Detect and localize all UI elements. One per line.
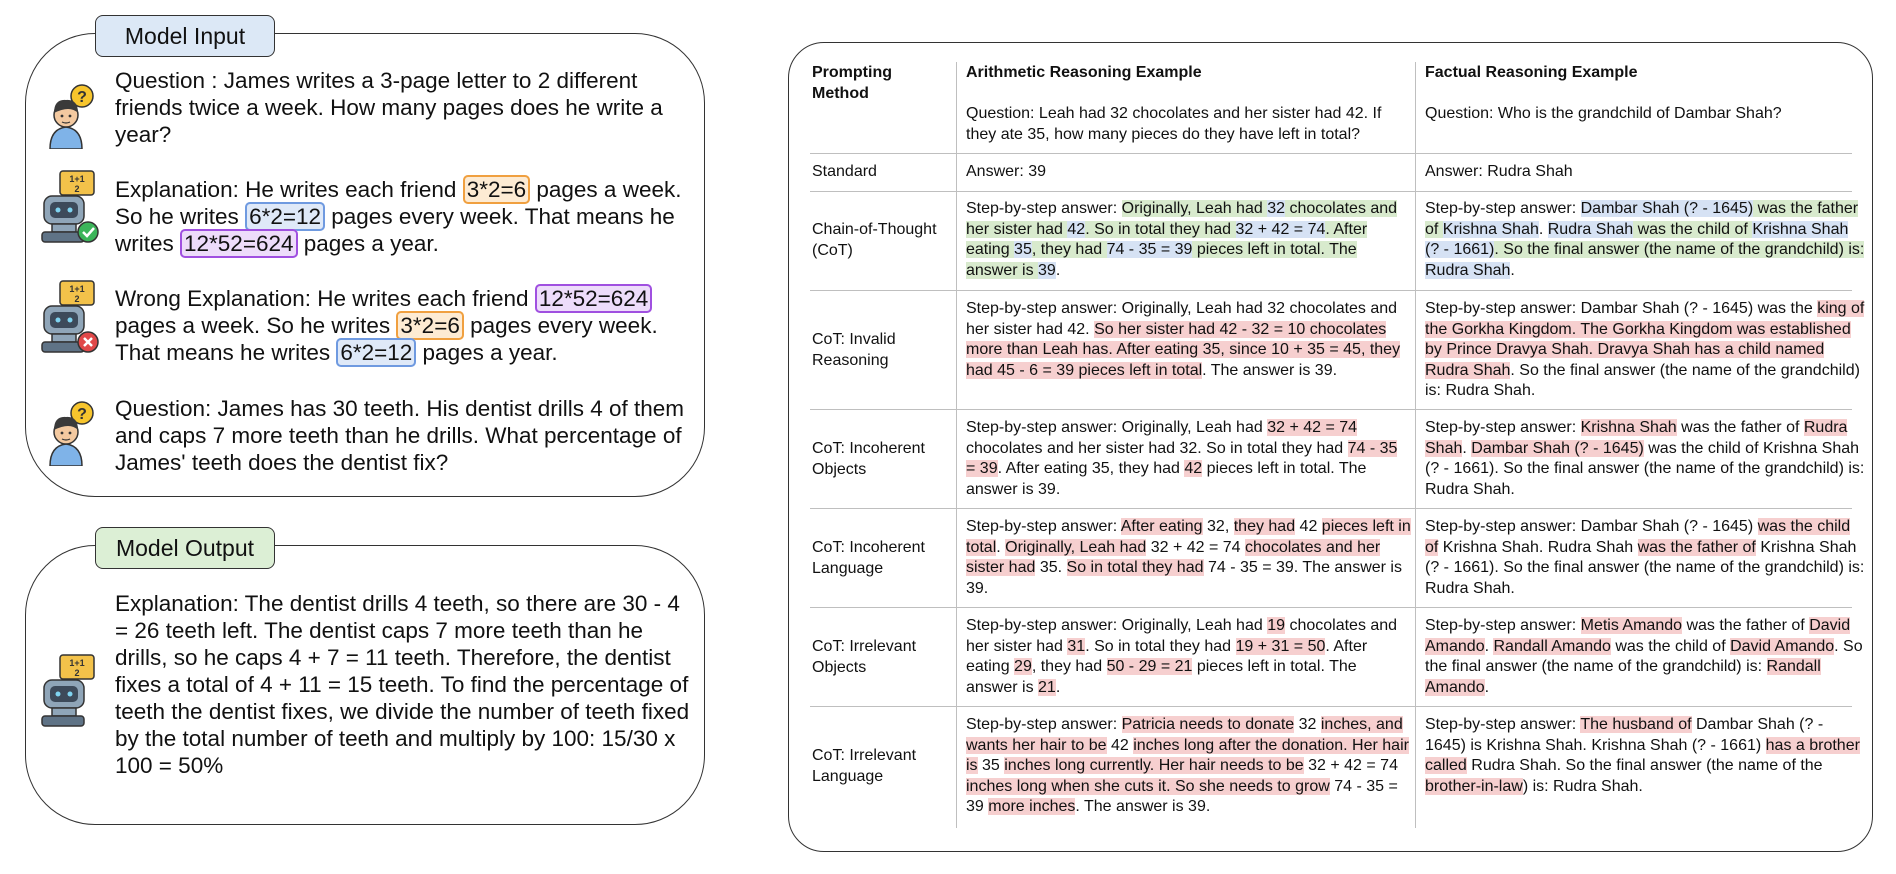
- table-row-divider: [810, 191, 1852, 192]
- highlighted-text: 74 - 35 = 39: [966, 439, 1398, 477]
- table-column-divider: [1415, 62, 1416, 828]
- highlighted-text: Dambar Shah (? - 1645): [1580, 200, 1754, 217]
- text-segment: .: [1484, 678, 1490, 696]
- highlighted-text: 32 + 42 = 74: [1267, 419, 1358, 436]
- text-segment: Step-by-step answer:: [966, 200, 1122, 217]
- highlighted-text: After eating: [1120, 518, 1203, 535]
- highlighted-text: David Amando: [1730, 637, 1835, 655]
- table-row-divider: [810, 607, 1852, 608]
- highlighted-text: Randall Amando: [1425, 658, 1821, 696]
- text-segment: 32: [1294, 716, 1321, 733]
- highlighted-text: inches long when she cuts it. So she needs to grow: [966, 777, 1330, 795]
- table-row-divider: [810, 706, 1852, 707]
- row-arithmetic-cell: [966, 616, 1411, 698]
- highlighted-text: king of the Gorkha Kingdom. The Gorkha Kingdom was established by Prince Dravya Shah. Dravya Shah has a child named Rudra Shah: [1425, 300, 1865, 379]
- row-method-label: CoT: Irrelevant Objects: [812, 638, 917, 676]
- row-factual-cell: [1425, 517, 1865, 599]
- highlighted-text: pieces left in total. The answer is: [966, 241, 1357, 279]
- text-segment: was the child of: [1610, 637, 1731, 655]
- highlighted-text: 29: [1014, 658, 1032, 675]
- text-segment: 32,: [1202, 518, 1234, 535]
- svg-text:?: ?: [77, 89, 87, 106]
- model-output-text: Explanation: The dentist drills 4 teeth, so there are 30 - 4 = 26 teeth left. The dentist caps 7 more teeth than he drills, so he caps 4 + 7 = 11 teeth. Therefore, the dentist fixes a total of 4 + 11 = 15 teeth. To find the percentage of teeth the dentist fixes, we divide the number of teeth fixed by the total number of teeth and multiply by 100: 15/30 x 100 = 50%: [115, 591, 690, 778]
- text-segment: chocolates and her sister had 32. So in total they had: [966, 439, 1348, 457]
- table-column-divider: [956, 62, 957, 828]
- model-input-tag: Model Input: [95, 15, 275, 57]
- text-segment: Krishna Shah (? - 1661). So the final answer (the name of the grandchild) is: Rudra Shah.: [1425, 538, 1865, 597]
- highlighted-text: they had: [1233, 518, 1296, 535]
- highlighted-text: Randall Amando: [1493, 637, 1611, 655]
- highlighted-text: Metis Amando: [1580, 617, 1683, 634]
- highlighted-text: inches, and wants her hair to be: [966, 716, 1403, 754]
- highlighted-text: 42: [1184, 460, 1203, 477]
- text-segment: Dambar Shah (? - 1645) is Krishna Shah. Krishna Shah (? - 1661): [1425, 716, 1824, 754]
- highlighted-text: 42: [1067, 220, 1086, 238]
- highlighted-text: 19: [1267, 617, 1285, 634]
- text-segment: .: [1484, 637, 1494, 655]
- text-segment: . So in total they had: [1085, 637, 1236, 655]
- text-segment: .: [1055, 261, 1061, 279]
- row-arithmetic-cell: [966, 162, 1411, 183]
- text-segment: , they had: [1031, 658, 1107, 675]
- highlighted-text: inches long currently. Her hair needs to be: [1004, 757, 1304, 774]
- robot-check-icon: [38, 168, 102, 246]
- highlighted-text: was the child of: [1425, 518, 1851, 556]
- highlighted-text: 35: [1014, 241, 1032, 258]
- row-arithmetic-cell: [966, 715, 1411, 818]
- header-arithmetic-question: Question: Leah had 32 chocolates and her sister had 42. If they ate 35, how many pieces do they have left in total?: [966, 105, 1382, 143]
- row-factual-cell: [1425, 299, 1865, 402]
- row-factual-cell: [1425, 616, 1865, 698]
- row-arithmetic-cell: [966, 418, 1411, 500]
- highlighted-text: Patricia needs to donate: [1121, 716, 1295, 733]
- table-row-divider: [810, 409, 1852, 410]
- svg-text:2: 2: [74, 668, 80, 678]
- text-segment: . The answer is 39.: [1202, 361, 1338, 379]
- text-segment: Step-by-step answer: Dambar Shah (? - 1645) was the: [1425, 300, 1818, 317]
- text-segment: Step-by-step answer: Originally, Leah had: [966, 617, 1268, 634]
- text-segment: was the child of Krishna Shah (? - 1661). So the final answer (the name of the grandchild) is: Rudra Shah.: [1425, 439, 1865, 498]
- highlighted-text: David Amando: [1425, 617, 1851, 655]
- text-segment: Rudra Shah. So the final answer (the name of the: [1466, 757, 1823, 774]
- calc-box-orange: 3*2=6: [396, 311, 463, 340]
- calc-box-purple: 12*52=624: [180, 229, 298, 258]
- row-factual-cell: [1425, 162, 1865, 183]
- highlighted-text: chocolates and her sister had: [966, 200, 1398, 238]
- row-method-label: CoT: Incoherent Language: [812, 539, 925, 577]
- table-row-divider: [810, 508, 1852, 509]
- text-segment: Step-by-step answer:: [1425, 419, 1581, 436]
- text-segment: Answer: Rudra Shah: [1425, 163, 1573, 180]
- highlighted-text: 32: [1267, 200, 1285, 217]
- text-segment: Step-by-step answer:: [1425, 200, 1581, 217]
- highlighted-text: Rudra Shah: [1425, 261, 1511, 279]
- text-segment: Step-by-step answer:: [966, 716, 1122, 733]
- text-segment: Answer: 39: [966, 163, 1047, 180]
- highlighted-text: Originally, Leah had: [1121, 200, 1268, 217]
- highlighted-text: inches long after the donation. Her hair is: [966, 736, 1409, 774]
- text-segment: 74 - 35 = 39: [966, 777, 1398, 815]
- text-segment: . After eating 35, they had: [997, 460, 1185, 477]
- highlighted-text: Originally, Leah had: [1005, 538, 1147, 556]
- text-segment: pieces left in total. The answer is 39.: [966, 460, 1367, 498]
- text-segment: ) is: Rudra Shah.: [1522, 777, 1643, 795]
- highlighted-text: Krishna Shah: [1580, 419, 1677, 436]
- highlighted-text: has a brother called: [1425, 736, 1860, 774]
- robot-icon: [38, 652, 102, 730]
- header-arithmetic-title: Arithmetic Reasoning Example: [966, 64, 1202, 81]
- row-method-label: Chain-of-Thought (CoT): [812, 221, 937, 259]
- highlighted-text: was the child of: [1633, 220, 1753, 238]
- text-segment: .: [1510, 261, 1515, 279]
- highlighted-text: Krishna Shah (? - 1661): [1425, 220, 1849, 258]
- wrong-explanation-text: Wrong Explanation: He writes each friend 12*52=624 pages a week. So he writes 3*2=6 pages every week. That means he writes 6*2=12 pages a year.: [115, 286, 658, 365]
- svg-text:?: ?: [77, 406, 87, 423]
- text-segment: Step-by-step answer:: [1425, 617, 1581, 634]
- text-segment: Krishna Shah. Rudra Shah: [1438, 538, 1638, 556]
- highlighted-text: Krishna Shah: [1442, 220, 1539, 238]
- row-factual-cell: [1425, 715, 1865, 797]
- calc-box-orange: 3*2=6: [463, 175, 530, 204]
- text-segment: 74 - 35 = 39. The answer is 39.: [966, 559, 1402, 597]
- highlighted-text: 32 + 42 = 74: [1235, 220, 1326, 238]
- text-segment: Step-by-step answer: Originally, Leah had: [966, 419, 1268, 436]
- row-arithmetic-cell: [966, 517, 1411, 599]
- text-segment: chocolates and her sister had: [966, 617, 1398, 655]
- question-2-text: Question: James has 30 teeth. His dentist drills 4 of them and caps 7 more teeth than he drills. What percentage of James' teeth does the dentist fix?: [115, 396, 685, 475]
- highlighted-text: Rudra Shah: [1425, 419, 1848, 457]
- text-segment: . So the final answer (the name of the grandchild) is: Rudra Shah.: [1425, 361, 1860, 399]
- highlighted-text: . After eating: [966, 220, 1368, 258]
- header-method: Prompting Method: [812, 64, 892, 102]
- text-segment: Step-by-step answer: Originally, Leah had 32 chocolates and her sister had 42.: [966, 300, 1398, 338]
- table-row-divider: [810, 153, 1852, 154]
- highlighted-text: . So the final answer (the name of the grandchild) is:: [1494, 241, 1865, 258]
- row-method-label: CoT: Incoherent Objects: [812, 440, 925, 478]
- highlighted-text: , they had: [1031, 241, 1107, 258]
- row-method-label: CoT: Invalid Reasoning: [812, 331, 896, 369]
- highlighted-text: pieces left in total: [966, 518, 1411, 556]
- text-segment: 35.: [1035, 559, 1067, 576]
- text-segment: . So the final answer (the name of the grandchild) is:: [1425, 637, 1863, 675]
- text-segment: 42: [1295, 518, 1322, 535]
- person-question-icon: [40, 400, 96, 466]
- row-arithmetic-cell: [966, 199, 1411, 281]
- text-segment: Step-by-step answer:: [1425, 716, 1581, 733]
- text-segment: 35: [977, 757, 1005, 774]
- highlighted-text: was the father of: [1637, 538, 1756, 556]
- text-segment: . The answer is 39.: [1075, 798, 1211, 815]
- row-factual-cell: [1425, 199, 1865, 281]
- row-method-label: Standard: [812, 163, 877, 180]
- calc-box-blue: 6*2=12: [336, 338, 416, 367]
- svg-text:2: 2: [74, 184, 80, 194]
- highlighted-text: 74 - 35 = 39: [1106, 241, 1193, 258]
- header-factual-question: Question: Who is the grandchild of Dambar Shah?: [1425, 105, 1782, 122]
- highlighted-text: brother-in-law: [1425, 777, 1523, 795]
- text-segment: 32 + 42 = 74: [1303, 757, 1398, 774]
- svg-text:1+1: 1+1: [69, 284, 85, 294]
- model-output-tag: Model Output: [95, 527, 275, 569]
- question-1-text: Question : James writes a 3-page letter to 2 different friends twice a week. How many pages does he write a year?: [115, 68, 663, 147]
- highlighted-text: The husband of: [1580, 716, 1692, 733]
- highlighted-text: more inches: [988, 798, 1076, 815]
- row-arithmetic-cell: [966, 299, 1411, 381]
- svg-text:2: 2: [74, 294, 80, 304]
- text-segment: .: [1462, 439, 1472, 457]
- highlighted-text: . So in total they had: [1085, 220, 1236, 238]
- header-factual-title: Factual Reasoning Example: [1425, 64, 1638, 81]
- svg-text:1+1: 1+1: [69, 174, 85, 184]
- text-segment: Step-by-step answer: Dambar Shah (? - 1645): [1425, 518, 1758, 535]
- row-factual-cell: [1425, 418, 1865, 500]
- table-row-divider: [810, 290, 1852, 291]
- row-method-label: CoT: Irrelevant Language: [812, 747, 917, 785]
- robot-cross-icon: [38, 278, 102, 356]
- text-segment: 42: [1106, 736, 1134, 754]
- text-segment: .: [1538, 220, 1548, 238]
- highlighted-text: was the father of: [1425, 200, 1859, 238]
- highlighted-text: 19 + 31 = 50: [1235, 637, 1326, 655]
- svg-text:1+1: 1+1: [69, 658, 85, 668]
- highlighted-text: 31: [1067, 637, 1086, 655]
- highlighted-text: So her sister had 42 - 32 = 10 chocolates more than Leah has. After eating 35, since 10 + 35 = 45, they had 45 - 6 = 39 pieces left in total: [966, 320, 1401, 379]
- text-segment: .: [1055, 678, 1061, 696]
- highlighted-text: chocolates and her sister had: [966, 538, 1381, 576]
- highlighted-text: Dambar Shah (? - 1645): [1471, 439, 1644, 457]
- highlighted-text: 21: [1038, 678, 1056, 696]
- text-segment: was the father of: [1682, 617, 1810, 634]
- highlighted-text: 39: [1038, 261, 1056, 279]
- text-segment: was the father of: [1676, 419, 1804, 436]
- calc-box-blue: 6*2=12: [245, 202, 325, 231]
- text-segment: .: [996, 538, 1006, 556]
- highlighted-text: Rudra Shah: [1547, 220, 1634, 238]
- text-segment: . After eating: [966, 637, 1368, 675]
- calc-box-purple: 12*52=624: [535, 284, 653, 313]
- highlighted-text: 50 - 29 = 21: [1106, 658, 1193, 675]
- text-segment: pieces left in total. The answer is: [966, 658, 1357, 696]
- text-segment: Step-by-step answer:: [966, 518, 1121, 535]
- explanation-text: Explanation: He writes each friend 3*2=6 pages a week. So he writes 6*2=12 pages every week. That means he writes 12*52=624 pages a year.: [115, 177, 682, 256]
- highlighted-text: So in total they had: [1066, 559, 1204, 576]
- text-segment: 32 + 42 = 74: [1146, 538, 1246, 556]
- person-question-icon: [40, 83, 96, 149]
